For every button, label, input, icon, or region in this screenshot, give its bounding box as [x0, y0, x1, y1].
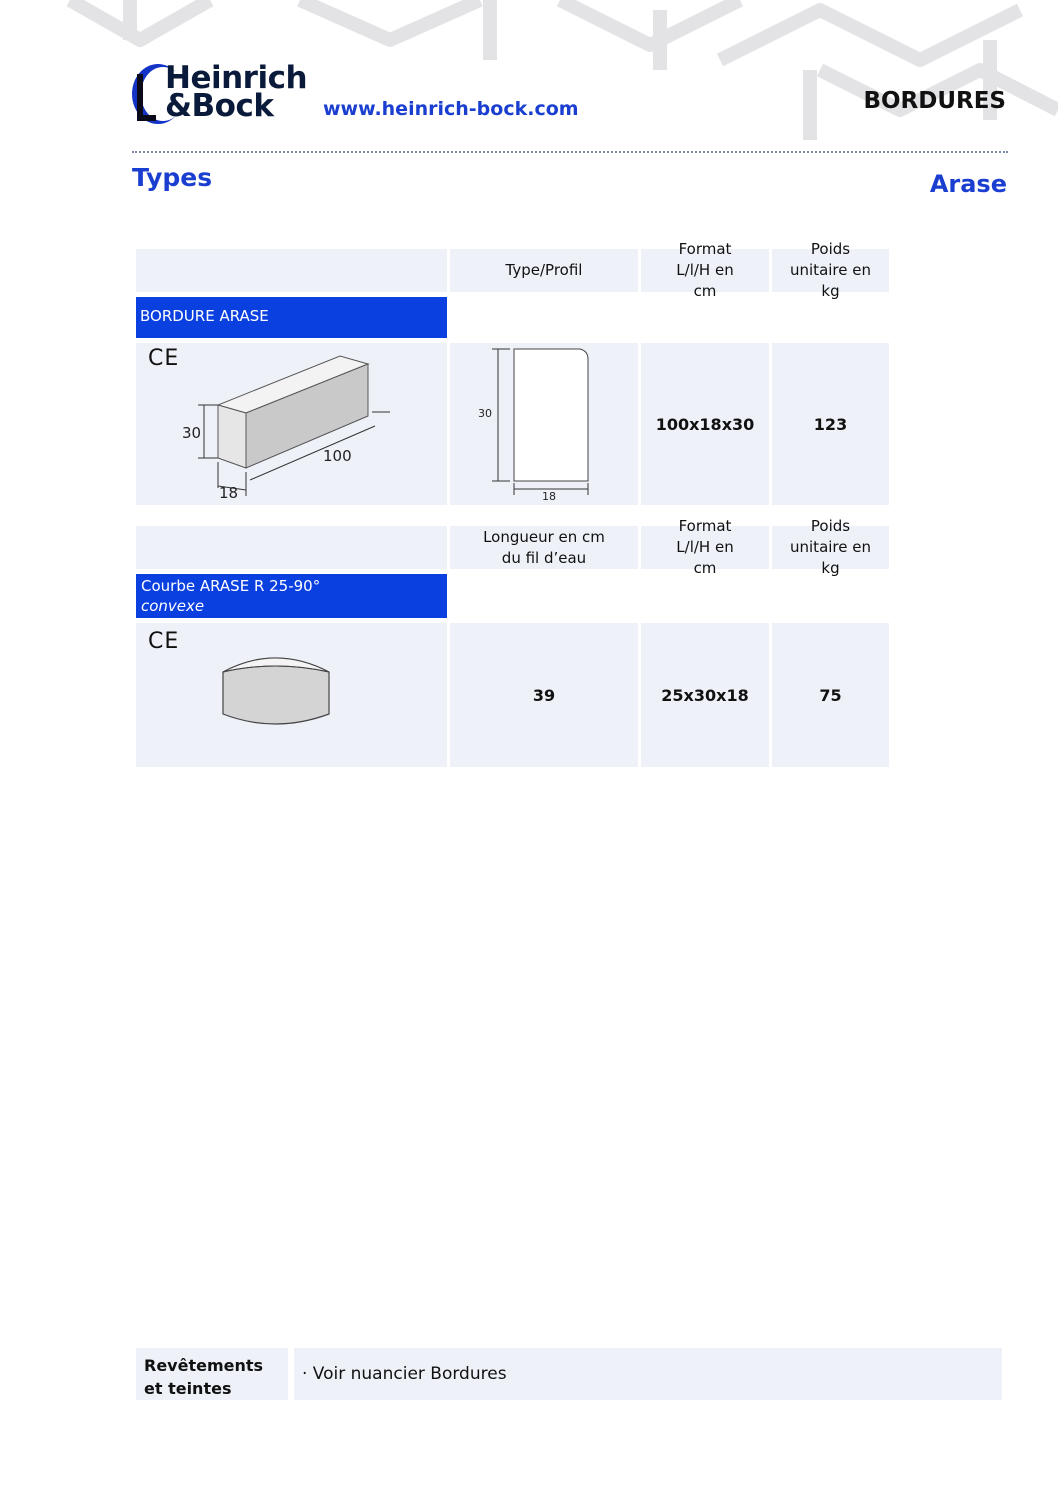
dim-length-label: 100: [323, 447, 352, 465]
table2-product-name: Courbe ARASE R 25-90°: [141, 577, 321, 595]
table1-format-value: 100x18x30: [641, 343, 769, 505]
table2-header-format: Format L/l/H en cm: [641, 526, 769, 569]
header-divider: [132, 151, 1008, 153]
ce-mark-icon: CE: [148, 346, 180, 371]
table2-weight-value: 75: [772, 623, 889, 767]
table2-header-length: Longueur en cm du fil d’eau: [450, 526, 638, 569]
table2-header-empty: [136, 526, 447, 569]
coatings-value: · Voir nuancier Bordures: [294, 1348, 1002, 1400]
table2-header-weight: Poids unitaire en kg: [772, 526, 889, 569]
table2-product-label: [136, 574, 447, 618]
profile-height-label: 30: [478, 407, 492, 420]
table2-length-value: 39: [450, 623, 638, 767]
curb-3d-drawing-icon: [190, 350, 400, 500]
table2-product-subtitle: convexe: [141, 597, 205, 615]
table1-header-weight: Poids unitaire en kg: [772, 249, 889, 292]
ce-mark-icon: CE: [148, 629, 180, 654]
profile-width-label: 18: [542, 490, 556, 503]
subsection-title: Arase: [929, 170, 1007, 198]
brand-url-link[interactable]: www.heinrich-bock.com: [323, 98, 579, 120]
table1-header-format: Format L/l/H en cm: [641, 249, 769, 292]
table1-weight-value: 123: [772, 343, 889, 505]
dim-height-label: 30: [182, 424, 202, 442]
brand-name-line2: &Bock: [165, 88, 274, 124]
dim-width-label: 18: [219, 484, 239, 502]
coatings-label: Revêtements et teintes: [136, 1348, 288, 1400]
brand-name-line1: Heinrich: [165, 60, 308, 96]
curved-curb-drawing-icon: [215, 650, 340, 730]
category-title: BORDURES: [863, 88, 1006, 114]
table1-header-empty: [136, 249, 447, 292]
table1-product-label: BORDURE ARASE: [136, 297, 447, 338]
table2-format-value: 25x30x18: [641, 623, 769, 767]
table1-header-profile: Type/Profil: [450, 249, 638, 292]
curb-profile-drawing-icon: [470, 345, 600, 505]
section-title: Types: [132, 163, 213, 192]
